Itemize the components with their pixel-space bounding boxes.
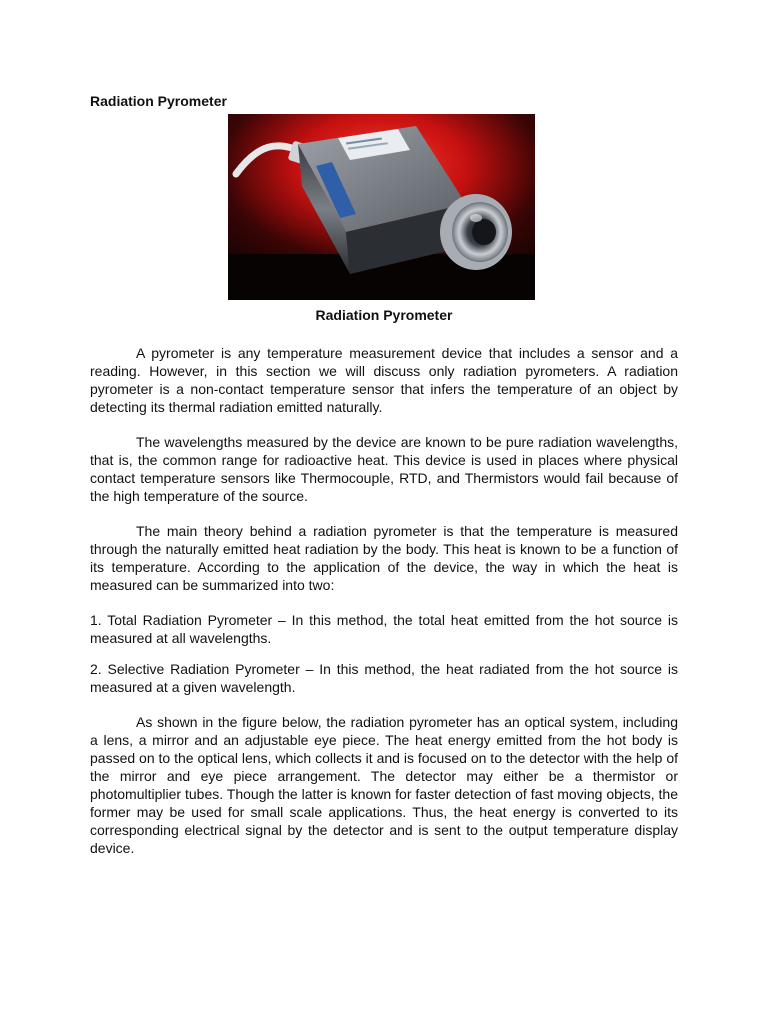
- paragraph-theory: The main theory behind a radiation pyrometer is that the temperature is measured through the naturally emitted heat radiation by the body. This heat is known to be a function of its temperature. According to the application of the device, the way in which the heat is measured can be summarized into two:: [90, 523, 678, 593]
- paragraph-wavelengths: The wavelengths measured by the device are known to be pure radiation wavelengths, that is, the common range for radioactive heat. This device is used in places where physical contact temperature sensors like Thermocouple, RTD, and Thermistors would fail because of the high temperature of the source.: [90, 434, 678, 504]
- section-heading: Radiation Pyrometer: [90, 93, 227, 109]
- figure-caption: Radiation Pyrometer: [315, 307, 453, 323]
- list-item-selective-radiation: 2. Selective Radiation Pyrometer – In this method, the heat radiated from the hot source is measured at a given wavelength.: [90, 661, 678, 695]
- list-item-total-radiation: 1. Total Radiation Pyrometer – In this method, the total heat emitted from the hot source is measured at all wavelengths.: [90, 612, 678, 646]
- pyrometer-photo: [228, 114, 535, 300]
- paragraph-intro: A pyrometer is any temperature measurement device that includes a sensor and a reading. However, in this section we will discuss only radiation pyrometers. A radiation pyrometer is a non-contact temperature sensor that infers the temperature of an object by detecting its thermal radiation emitted naturally.: [90, 345, 678, 415]
- paragraph-optical-system: As shown in the figure below, the radiation pyrometer has an optical system, including a lens, a mirror and an adjustable eye piece. The heat energy emitted from the hot body is passed on to the optical lens, which collects it and is focused on to the detector with the help of the mirror and eye piece arrangement. The detector may either be a thermistor or photomultiplier tubes. Though the latter is known for faster detection of fast moving objects, the former may be used for small scale applications. Thus, the heat energy is converted to its corresponding electrical signal by the detector and is sent to the output temperature display device.: [90, 714, 678, 856]
